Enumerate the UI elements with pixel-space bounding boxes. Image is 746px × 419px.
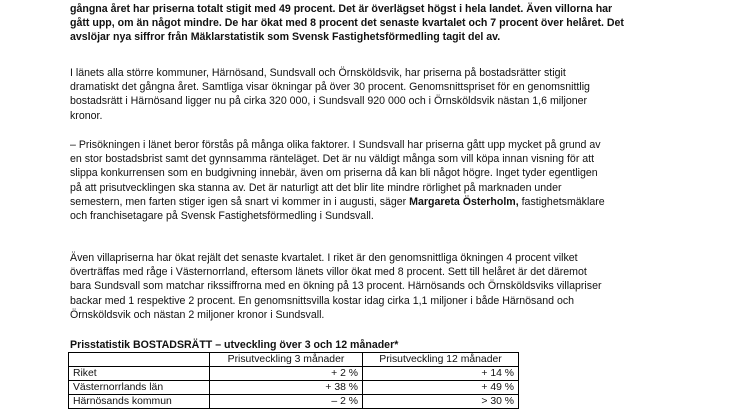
quoted-person-name: Margareta Österholm, [409,195,519,208]
table-header-cell: Prisutveckling 12 månader [363,353,519,367]
table-cell: + 2 % [210,367,363,381]
text-line: överträffas med råge i Västernorrland, eftersom länets villor ökat med 8 procent. Sett till helåret är det däremot [70,266,587,279]
table-cell: – 2 % [210,395,363,409]
table-cell: + 49 % [363,381,519,395]
price-statistics-table [68,352,519,409]
text-span: fastighetsmäklare [518,195,605,208]
table-row [69,367,519,381]
table-title: Prisstatistik BOSTADSRÄTT – utveckling över 3 och 12 månader* [70,339,399,351]
table-header-row [69,353,519,367]
table-cell: Riket [69,367,210,381]
table-row [69,381,519,395]
text-line: slippa konkurrensen som en budgivning innebär, även om priserna då kan bli något högre. Inget tyder egentligen [70,167,598,180]
text-line: bara Sundsvall som matchar rikssiffrorna med en ökning på 13 procent. Härnösands och Örnsköldsviks villapriser [70,280,602,293]
body-paragraph-3 [70,251,690,322]
table-cell: + 14 % [363,367,519,381]
text-line [70,195,690,209]
table-header-cell [69,353,210,367]
text-line: – Prisökningen i länet beror förstås på många olika faktorer. I Sundsvall har priserna gått upp mycket på grund av [70,139,601,151]
body-paragraph-1 [70,66,690,123]
text-line: I länets alla större kommuner, Härnösand, Sundsvall och Örnsköldsvik, har priserna på bostadsrätter stigit [70,67,566,79]
table-cell: > 30 % [363,395,519,409]
text-line: kronor. [70,109,103,122]
text-line: gått upp, om än något mindre. De har ökat med 8 procent det senaste kvartalet och 7 procent över helåret. Det [70,17,624,30]
text-line: en stor bostadsbrist samt det gynnsamma ränteläget. Det är nu väldigt många som vill köpa innan visning för att [70,153,595,166]
text-line: Även villapriserna har ökat rejält det senaste kvartalet. I riket är den genomsnittliga ökningen 4 procent vilket [70,252,578,264]
text-line: och franchisetagare på Svensk Fastighetsförmedling i Sundsvall. [70,210,374,223]
text-line: bostadsrätt i Härnösand ligger nu på cirka 320 000, i Sundsvall 920 000 och i Örnsköldsvik nästan 1,6 miljoner [70,95,588,108]
text-line: dramatiskt det gångna året. Samtliga visar ökningar på över 30 procent. Genomsnittspriset för en genomsnittlig [70,81,590,94]
table-cell: Härnösands kommun [69,395,210,409]
table-cell: + 38 % [210,381,363,395]
table-header-cell: Prisutveckling 3 månader [210,353,363,367]
text-line: på att prisutvecklingen ska stanna av. Det är naturligt att det blir lite mindre rörlighet på marknaden under [70,181,562,194]
text-line: Örnsköldsvik och nästan 2 miljoner kronor i Sundsvall. [70,308,325,321]
text-line: avslöjar nya siffror från Mäklarstatistik som Svensk Fastighetsförmedling tagit del av. [70,31,501,44]
quote-paragraph [70,138,690,223]
table-cell: Västernorrlands län [69,381,210,395]
text-line: backar med 1 respektive 2 procent. En genomsnittsvilla kostar idag cirka 1,1 miljoner i både Härnösand och [70,294,575,307]
lead-paragraph [70,2,690,45]
text-line: gångna året har priserna totalt stigit med 49 procent. Det är överlägset högst i hela landet. Även villorna har [70,3,613,15]
text-span: semestern, men farten stiger igen så snart vi kommer in i augusti, säger [70,195,410,208]
table-row [69,395,519,409]
